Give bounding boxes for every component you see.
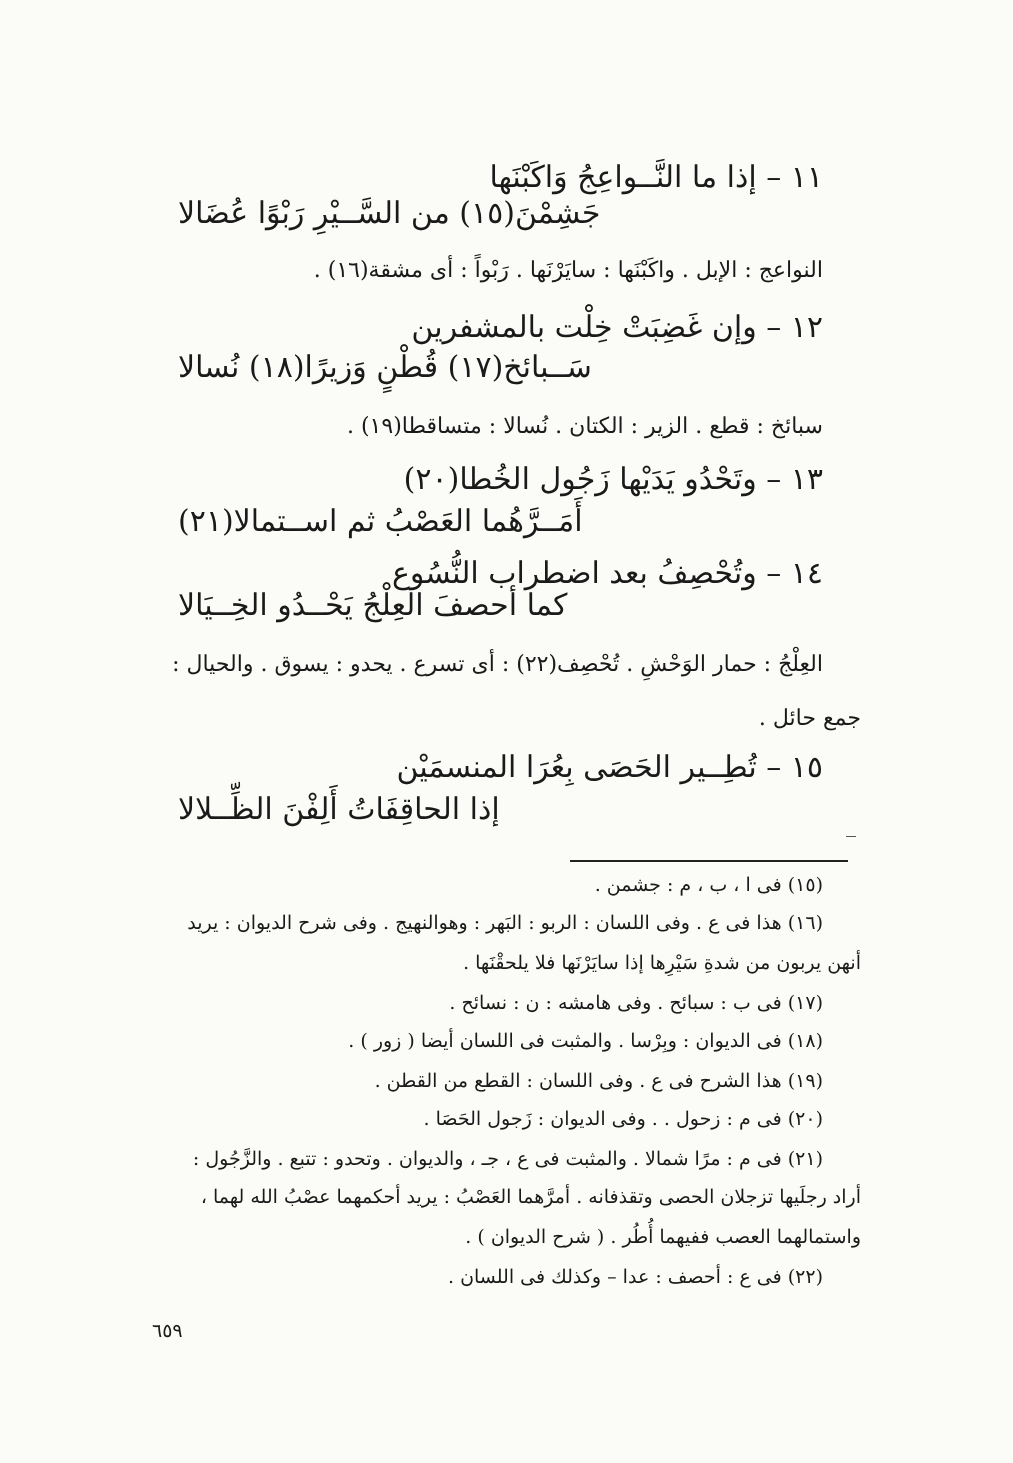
footnote-20: (٢٠) فى م : زحول . . وفى الديوان : زَجول الحَصَا . <box>423 1108 823 1130</box>
footnote-16-continuation: أنهن يربون من شدةِ سَيْرِها إذا سايَرْنَها فلا يلحقْنَها . <box>463 952 861 974</box>
verse-15-first-hemistich: ١٥ – تُطِــير الحَصَى بِعُرَا المنسمَيْن <box>396 750 823 785</box>
footnote-22: (٢٢) فى ع : أحصف : عدا – وكذلك فى اللسان . <box>447 1266 823 1288</box>
footnote-16: (١٦) هذا فى ع . وفى اللسان : الربو : البَهر : وهوالنهيج . وفى شرح الديوان : يريد <box>187 912 823 934</box>
page-number: ٦٥٩ <box>152 1320 183 1342</box>
verse-12-first-hemistich: ١٢ – وإن غَضِبَتْ خِلْت بالمشفرين <box>411 310 823 345</box>
footnote-15: (١٥) فى ا ، ب ، م : جشمن . <box>594 874 823 896</box>
verse-14-first-hemistich: ١٤ – وتُحْصِفُ بعد اضطراب النُّسُوع <box>392 556 823 591</box>
verse-11-first-hemistich: ١١ – إذا ما النَّــواعِجُ وَاكَبْنَها <box>489 160 823 195</box>
verse-14-second-hemistich: كما أحصفَ العِلْجُ يَحْــدُو الخِــيَالا <box>178 588 568 623</box>
footnote-21-continuation-1: أراد رجلَيها تزجلان الحصى وتقذفانه . أمرَّهما العَصْبُ : يريد أحكمهما عصْبُ الله لهما ، <box>200 1186 861 1208</box>
gloss-14-line-2: جمع حائل . <box>758 706 861 731</box>
footnote-17: (١٧) فى ب : سبائح . وفى هامشه : ن : نسائح . <box>449 992 823 1014</box>
gloss-14-line-1: العِلْجُ : حمار الوَحْشِ . تُحْصِف(٢٢) : أى تسرع . يحدو : يسوق . والحيال : <box>172 652 823 677</box>
verse-12-second-hemistich: سَــبائخ(١٧) قُطْنٍ وَزيرًا(١٨) نُسالا <box>178 350 592 385</box>
footnote-21: (٢١) فى م : مرًا شمالا . والمثبت فى ع ، جـ ، والديوان . وتحدو : تتبع . والزَّجُول : <box>192 1148 823 1170</box>
stray-mark <box>846 836 856 837</box>
verse-11-second-hemistich: جَشِمْنَ(١٥) من السَّــيْرِ رَبْوًا عُضَالا <box>178 196 601 231</box>
verse-15-second-hemistich: إذا الحاقِفَاتُ أَلِفْنَ الظِّــلالا <box>178 792 500 827</box>
footnote-19: (١٩) هذا الشرح فى ع . وفى اللسان : القطع من القطن . <box>374 1070 823 1092</box>
footnote-18: (١٨) فى الديوان : وبِرْسا . والمثبت فى اللسان أيضا ( زور ) . <box>348 1030 823 1052</box>
gloss-12: سبائخ : قطع . الزير : الكتان . نُسالا : متساقطا(١٩) . <box>346 414 823 439</box>
verse-13-first-hemistich: ١٣ – وتَحْدُو يَدَيْها زَجُول الخُطا(٢٠) <box>403 462 823 497</box>
gloss-11: النواعج : الإبل . واكَبْنَها : سايَرْنَها . رَبْواً : أى مشقة(١٦) . <box>313 258 823 283</box>
footnote-21-continuation-2: واستمالهما العصب ففيهما أُطُر . ( شرح الديوان ) . <box>465 1226 861 1248</box>
verse-13-second-hemistich: أَمَــرَّهُما العَصْبُ ثم اســتمالا(٢١) <box>178 504 583 539</box>
footnote-separator <box>570 860 848 862</box>
